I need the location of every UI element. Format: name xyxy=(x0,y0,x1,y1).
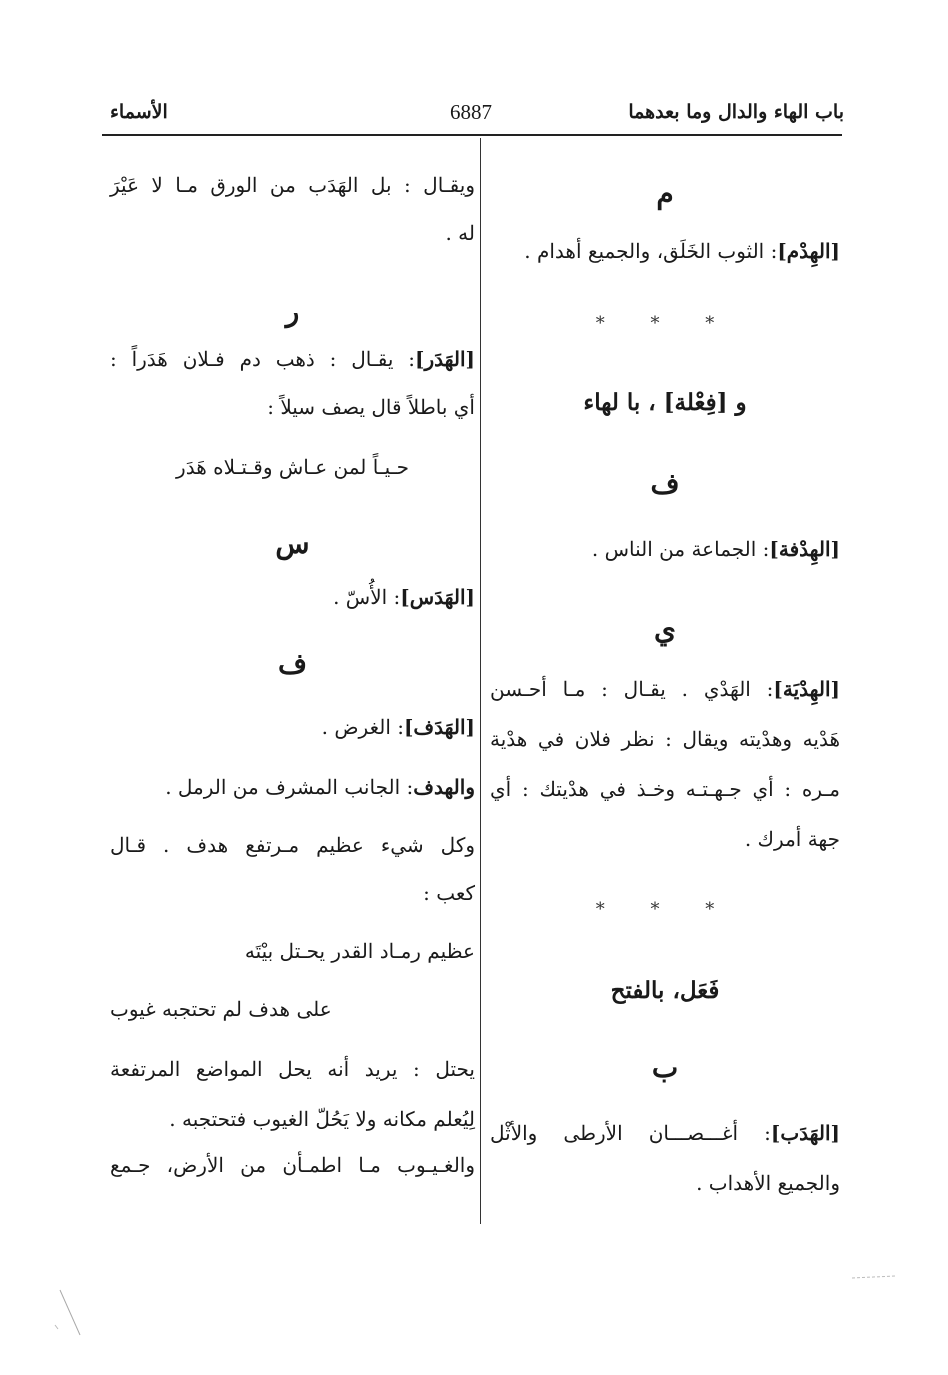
letter-heading-s: س xyxy=(275,527,310,560)
entry-term: [الهِدْيَة] xyxy=(773,677,840,701)
letter-heading-m: م xyxy=(656,177,674,210)
section-title: الأسماء xyxy=(110,101,168,123)
entry-hidfa xyxy=(490,536,840,562)
entry-hadaf-line: وكل شيء عظيم مـرتفع هدف . قـال xyxy=(110,833,475,857)
entry-hidya-line: مـره : أي جـهـتـه وخـذ في هدْيتك : أي xyxy=(490,777,840,801)
left-column xyxy=(110,138,475,1228)
chapter-title: باب الهاء والدال وما بعدهما xyxy=(628,101,844,123)
scan-mark xyxy=(50,1285,100,1345)
entry-term: [الهِدْفة] xyxy=(769,537,840,561)
entry-definition: : يقـال : ذهب دم فـلان هَدَراً : xyxy=(110,347,416,371)
entry-definition: : الغرض . xyxy=(321,715,404,739)
entry-hidya-line: جهة أمرك . xyxy=(744,827,840,851)
entry-hadab-continued: له . xyxy=(445,221,475,245)
entry-hadab-continued: ويقـال : بل الهَدَب من الورق مـا لا عَيْرَ xyxy=(110,173,475,197)
letter-heading-y: ي xyxy=(654,613,676,646)
entry-definition: : الثوب الخَلَق، والجميع أهدام . xyxy=(524,239,778,263)
entry-hadaf xyxy=(110,714,475,740)
entry-definition: : الجماعة من الناس . xyxy=(591,537,770,561)
form-heading-fila: و [فِعْلة] ، با لهاء xyxy=(583,389,747,416)
entry-definition: : الهَدْي . يقـال : مـا أحـسن xyxy=(490,677,774,701)
entry-hadaf-line: كعب : xyxy=(423,881,475,905)
page-number: 6887 xyxy=(450,100,492,124)
section-separator: * * * xyxy=(595,899,735,920)
entry-hadab-line: والجميع الأهداب . xyxy=(696,1171,840,1195)
scan-mark xyxy=(850,1268,900,1288)
entry-definition: : أغـــصـــان الأرطى والأثْل xyxy=(490,1121,771,1145)
entry-term: [الهَدَب] xyxy=(770,1121,840,1145)
letter-heading-r: ر xyxy=(285,295,300,328)
explanation-line: والغـيـوب مـا اطمـأن من الأرض، جـمع xyxy=(110,1153,475,1177)
entry-definition: : الأُسّ . xyxy=(333,585,401,609)
entry-hidya-line: هَدْيه وهدْيته ويقال : نظر فلان في هدْية xyxy=(490,727,840,751)
letter-heading-f: ف xyxy=(277,647,308,680)
poetry-verse: حـيـاً لمن عـاش وقـتـلاه هَدَر xyxy=(176,455,409,479)
entry-hadab-line xyxy=(490,1120,840,1146)
entry-term: [الهَدَس] xyxy=(400,585,475,609)
entry-hidm xyxy=(490,238,840,264)
entry-term: [الهِدْم] xyxy=(777,239,840,263)
entry-term: والهدف xyxy=(413,775,475,799)
column-divider xyxy=(480,138,481,1224)
entry-hadas xyxy=(110,584,475,610)
entry-definition: : الجانب المشرف من الرمل . xyxy=(165,775,414,799)
letter-heading-f: ف xyxy=(650,467,680,500)
poetry-verse: على هدف لم تحتجبه غيوب xyxy=(110,997,332,1021)
entry-term: [الهَدَر] xyxy=(415,347,475,371)
form-heading-faal: فَعَل، بالفتح xyxy=(610,977,720,1004)
section-separator: * * * xyxy=(595,313,735,334)
header-rule xyxy=(102,134,842,136)
entry-term: [الهَدَف] xyxy=(403,715,475,739)
entry-hidya-line xyxy=(490,676,840,702)
right-column xyxy=(490,138,840,1228)
entry-hadaf-2 xyxy=(110,774,475,800)
explanation-line: يحتل : يريد أنه يحل المواضع المرتفعة xyxy=(110,1057,475,1081)
poetry-verse: عظيم رمـاد القدر يحـتل بيْتَه xyxy=(244,939,475,963)
entry-hadar-line: أي باطلاً قال يصف سيلاً : xyxy=(267,395,475,419)
explanation-line: لِيُعلم مكانه ولا يَحُلّ الغيوب فتحتجبه . xyxy=(169,1107,475,1131)
entry-hadar-line xyxy=(110,346,475,372)
letter-heading-b: ب xyxy=(651,1051,679,1084)
